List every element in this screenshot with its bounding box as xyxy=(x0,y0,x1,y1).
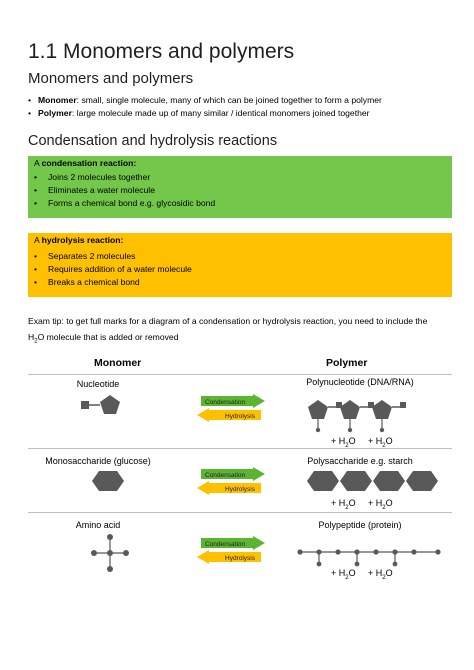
monomer-label: Amino acid xyxy=(75,520,121,530)
base-dot xyxy=(316,428,320,432)
phosphate-shape xyxy=(336,402,342,408)
polynucleotide-diagram xyxy=(298,392,428,442)
section-heading: Condensation and hydrolysis reactions xyxy=(28,133,278,149)
condensation-box xyxy=(28,156,452,218)
amino-acid-diagram xyxy=(86,531,136,575)
polysaccharide-diagram xyxy=(306,469,440,493)
base-dot xyxy=(380,428,384,432)
atom-dot xyxy=(91,550,97,556)
atom-dot xyxy=(393,562,398,567)
hydrolysis-label: Hydrolysis xyxy=(225,486,255,493)
phosphate-shape xyxy=(368,402,374,408)
polymer-label: Polypeptide (protein) xyxy=(318,520,402,530)
atom-dot xyxy=(355,562,360,567)
list-item: • Forms a chemical bond e.g. glycosidic bond xyxy=(34,198,216,208)
atom-dot xyxy=(411,549,416,554)
monomer-label: Nucleotide xyxy=(76,379,120,389)
bullet-icon: • xyxy=(28,95,32,105)
polypeptide-diagram xyxy=(296,542,442,568)
list-item: • Separates 2 molecules xyxy=(34,251,136,261)
hexagon-shape xyxy=(406,471,438,491)
hydrolysis-label: Hydrolysis xyxy=(225,413,255,420)
page-title: 1.1 Monomers and polymers xyxy=(28,40,295,63)
polymer-table xyxy=(28,350,452,612)
bullet-icon: • xyxy=(28,108,32,118)
reaction-arrows xyxy=(193,536,269,566)
nucleotide-diagram xyxy=(78,390,128,420)
definition-monomer: • Monomer: small, single molecule, many of which can be joined together to form a polymer xyxy=(28,95,382,105)
pentose-shape xyxy=(100,395,120,414)
pentose-shape xyxy=(340,400,360,419)
hexagon-shape xyxy=(92,471,124,491)
monomer-label: Monosaccharide (glucose) xyxy=(45,456,151,466)
reaction-arrows xyxy=(193,467,269,497)
water-label: + $H_2O$ xyxy=(368,436,393,449)
glucose-diagram xyxy=(91,469,127,493)
hexagon-shape xyxy=(373,471,405,491)
water-label: + $H_2O$ xyxy=(331,436,356,449)
atom-dot xyxy=(435,549,440,554)
phosphate-shape xyxy=(81,401,89,409)
hydrolysis-box xyxy=(28,233,452,297)
list-item: • Breaks a chemical bond xyxy=(34,277,140,287)
atom-dot xyxy=(107,534,113,540)
atom-dot xyxy=(297,549,302,554)
atom-dot xyxy=(317,562,322,567)
phosphate-shape xyxy=(400,402,406,408)
atom-dot xyxy=(373,549,378,554)
divider xyxy=(28,374,452,375)
exam-tip: Exam tip: to get full marks for a diagram of a condensation or hydrolysis reaction, you need to include the $H_2O$ molecule that is added or removed xyxy=(28,316,428,345)
polymer-label: Polynucleotide (DNA/RNA) xyxy=(306,377,414,387)
hexagon-shape xyxy=(340,471,372,491)
hydrolysis-heading: A hydrolysis reaction: xyxy=(34,235,124,245)
atom-dot xyxy=(123,550,129,556)
list-item: • Joins 2 molecules together xyxy=(34,172,151,182)
divider xyxy=(28,512,452,513)
column-header-monomer: Monomer xyxy=(94,357,142,369)
pentose-shape xyxy=(308,400,328,419)
hexagon-shape xyxy=(307,471,339,491)
condensation-heading: A condensation reaction: xyxy=(34,158,137,168)
hydrolysis-label: Hydrolysis xyxy=(225,555,255,562)
list-item: • Eliminates a water molecule xyxy=(34,185,155,195)
condensation-label: Condensation xyxy=(205,399,246,406)
water-label: + $H_2O$ xyxy=(331,498,356,511)
base-dot xyxy=(348,428,352,432)
column-header-polymer: Polymer xyxy=(326,357,368,369)
water-label: + $H_2O$ xyxy=(368,498,393,511)
atom-dot xyxy=(107,550,113,556)
water-label: + $H_2O$ xyxy=(331,568,356,581)
list-item: • Requires addition of a water molecule xyxy=(34,264,192,274)
condensation-label: Condensation xyxy=(205,472,246,479)
atom-dot xyxy=(335,549,340,554)
water-label: + $H_2O$ xyxy=(368,568,393,581)
atom-dot xyxy=(107,566,113,572)
polymer-label: Polysaccharide e.g. starch xyxy=(307,456,413,466)
condensation-label: Condensation xyxy=(205,541,246,548)
pentose-shape xyxy=(372,400,392,419)
reaction-arrows xyxy=(193,394,269,424)
definition-polymer: • Polymer: large molecule made up of many similar / identical monomers joined together xyxy=(28,108,370,118)
page-subtitle: Monomers and polymers xyxy=(28,70,194,87)
